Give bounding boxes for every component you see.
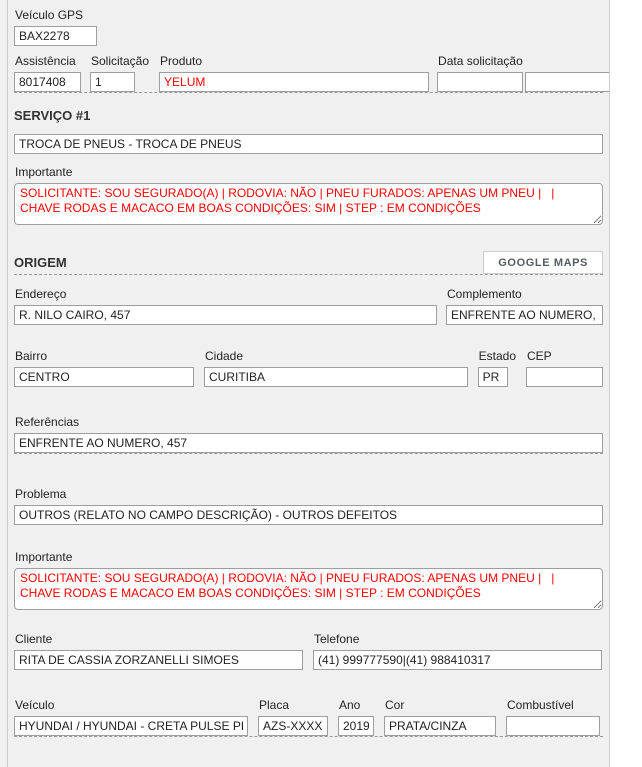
service-important-textarea[interactable]: [14, 183, 603, 225]
vehicle-input[interactable]: [14, 716, 248, 736]
section-divider: [14, 274, 603, 275]
district-input[interactable]: [14, 367, 194, 387]
assistance-row: [14, 54, 603, 92]
assistance-label: Assistência: [15, 54, 76, 68]
address-row: [14, 287, 603, 325]
origin-important-textarea[interactable]: [14, 568, 603, 610]
solicitation-label: Solicitação: [91, 54, 150, 68]
zip-field: [526, 349, 603, 387]
client-label: Cliente: [15, 632, 53, 646]
phone-label: Telefone: [314, 632, 360, 646]
color-field: [384, 698, 496, 736]
request-date-input[interactable]: [437, 72, 523, 92]
state-field: [478, 349, 516, 387]
fuel-field: [506, 698, 600, 736]
color-label: Cor: [385, 698, 405, 712]
zip-label: CEP: [527, 349, 552, 363]
service-important-field: [14, 165, 603, 225]
vehicle-label: Veículo: [15, 698, 55, 712]
plate-label: Placa: [259, 698, 290, 712]
servico-heading: SERVIÇO #1: [14, 108, 91, 123]
zip-input[interactable]: [526, 367, 603, 387]
client-row: [14, 632, 603, 670]
district-field: [14, 349, 194, 387]
address-label: Endereço: [15, 287, 67, 301]
references-field: [14, 415, 603, 453]
request-date-label: Data solicitação: [438, 54, 523, 68]
problem-label: Problema: [15, 487, 67, 501]
service-input[interactable]: [14, 134, 603, 154]
product-field: [159, 54, 429, 92]
year-label: Ano: [339, 698, 361, 712]
city-label: Cidade: [205, 349, 244, 363]
request-time-input[interactable]: [525, 72, 610, 92]
google-maps-button[interactable]: GOOGLE MAPS: [483, 251, 603, 274]
request-date-field: [437, 54, 610, 92]
address-field: [14, 287, 437, 325]
fuel-input[interactable]: [506, 716, 600, 736]
problem-input[interactable]: [14, 505, 603, 525]
section-divider: [14, 453, 603, 454]
solicitation-field: [90, 54, 149, 92]
vehicle-row: [14, 698, 603, 736]
phone-input[interactable]: [313, 650, 602, 670]
complement-input[interactable]: [446, 305, 603, 325]
vehicle-gps-label: Veículo GPS: [15, 8, 84, 22]
district-row: [14, 349, 603, 387]
client-field: [14, 632, 303, 670]
section-divider: [14, 92, 603, 93]
problem-field: [14, 487, 603, 525]
origin-header-bar: [14, 251, 603, 274]
client-input[interactable]: [14, 650, 303, 670]
references-label: Referências: [15, 415, 80, 429]
district-label: Bairro: [15, 349, 48, 363]
left-gutter: [0, 0, 7, 767]
year-field: [338, 698, 374, 736]
color-input[interactable]: [384, 716, 496, 736]
plate-field: [258, 698, 328, 736]
service-important-label: Importante: [15, 165, 73, 179]
section-divider: [14, 736, 603, 737]
references-input[interactable]: [14, 433, 603, 453]
city-field: [204, 349, 468, 387]
complement-label: Complemento: [447, 287, 522, 301]
address-input[interactable]: [14, 305, 437, 325]
solicitation-input[interactable]: [90, 72, 135, 92]
origem-heading: ORIGEM: [14, 255, 67, 270]
vehicle-field: [14, 698, 248, 736]
service-form-panel: [7, 0, 610, 767]
year-input[interactable]: [338, 716, 374, 736]
product-label: Produto: [160, 54, 203, 68]
complement-field: [446, 287, 603, 325]
state-input[interactable]: [478, 367, 508, 387]
city-input[interactable]: [204, 367, 468, 387]
assistance-field: [14, 54, 81, 92]
plate-input[interactable]: [258, 716, 328, 736]
assistance-input[interactable]: [14, 72, 81, 92]
phone-field: [313, 632, 602, 670]
state-label: Estado: [478, 349, 516, 363]
origin-important-label: Importante: [15, 550, 73, 564]
product-input[interactable]: [159, 72, 429, 92]
origin-important-field: [14, 550, 603, 610]
vehicle-gps-input[interactable]: [14, 26, 97, 46]
fuel-label: Combustível: [507, 698, 574, 712]
vehicle-gps-field: [14, 8, 603, 46]
